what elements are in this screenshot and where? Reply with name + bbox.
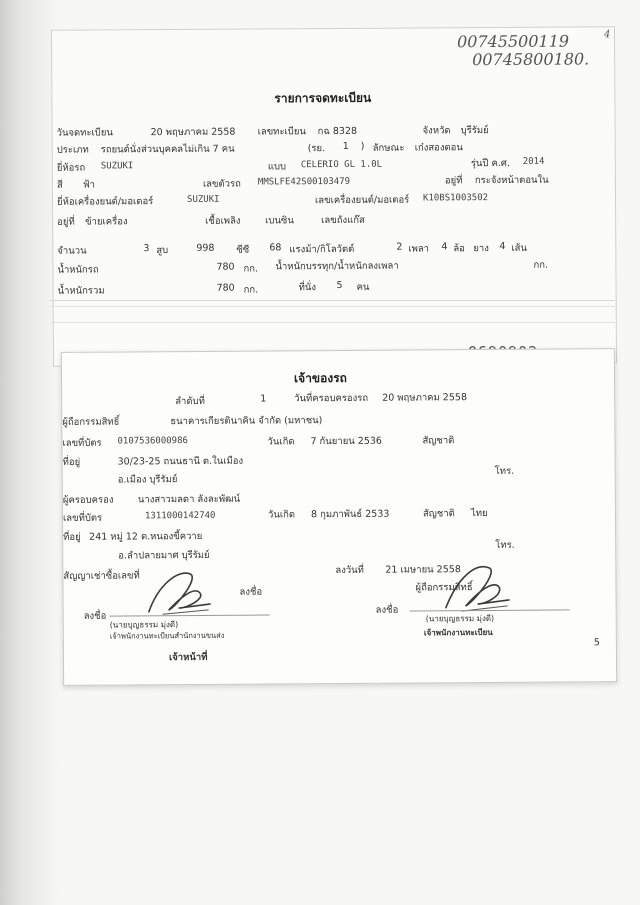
holder-birth-value: 7 กันยายน 2536 — [310, 435, 382, 448]
lease-date-label: ลงวันที่ — [335, 564, 364, 577]
axle-label: เพลา — [408, 243, 430, 255]
type-label: ประเภท — [56, 144, 89, 156]
reg-no-label: เลขทะเบียน — [257, 126, 306, 138]
holder-nation-label: สัญชาติ — [422, 435, 455, 447]
signature-officer — [138, 564, 218, 623]
rs-close: ) — [360, 140, 365, 152]
engine-loc-label: อยู่ที่ — [57, 216, 75, 228]
engine-no-label: เลขเครื่องยนต์/มอเตอร์ — [314, 194, 410, 207]
holder-id-label: เลขที่บัตร — [62, 437, 102, 449]
registration-sheet — [51, 26, 617, 366]
seat-value: 5 — [336, 279, 343, 291]
holder-birth-label: วันเกิด — [267, 436, 295, 448]
tire-label: ยาง — [473, 243, 489, 255]
reg-no-value: กฉ 8328 — [317, 125, 358, 138]
registration-title: รายการจดทะเบียน — [274, 90, 372, 106]
poss-birth-value: 8 กุมภาพันธ์ 2533 — [310, 508, 390, 521]
poss-id-value: 1311000142740 — [144, 510, 216, 522]
poss-birth-label: วันเกิด — [267, 509, 296, 521]
handwritten-mark: 4 — [603, 29, 611, 41]
poss-id-label: เลขที่บัตร — [62, 512, 103, 524]
official-name: (นายบุญธรรม มุ่งดี) — [109, 620, 179, 630]
weight-label: น้ำหนักรถ — [57, 264, 99, 276]
poss-addr-line1: 241 หมู่ 12 ต.หนองขี้ควาย — [89, 530, 203, 543]
hp-value: 68 — [269, 242, 282, 254]
load-label: น้ำหนักบรรทุก/น้ำหนักลงเพลา — [275, 260, 399, 273]
location-value: กระจังหน้าตอนใน — [474, 174, 549, 187]
handwritten-serial-2: 00745800180. — [472, 49, 590, 70]
holder-id-value: 0107536000986 — [117, 436, 188, 447]
load-unit: กก. — [533, 259, 548, 271]
poss-addr-line2: อ.ลำปลายมาศ บุรีรัมย์ — [118, 549, 210, 562]
engine-no-value: K10BS1003502 — [422, 193, 489, 204]
color-label: สี — [56, 179, 63, 191]
poss-nation-label: สัญชาติ — [422, 508, 455, 520]
cyl-label: สูบ — [156, 245, 169, 257]
owner-sheet — [61, 348, 617, 686]
sign-label-2: ลงชื่อ — [83, 610, 107, 622]
color-value: ฟ้า — [82, 179, 96, 191]
engine-brand-value: SUZUKI — [186, 194, 220, 205]
gross-unit: กก. — [243, 284, 259, 296]
axle-value: 2 — [396, 241, 403, 253]
holder-value: ธนาคารเกียรตินาคิน จำกัด (มหาชน) — [170, 415, 323, 428]
lease-date-value: 21 เมษายน 2558 — [385, 564, 461, 576]
body-label: ลักษณะ — [372, 142, 405, 154]
scan-artifact-line — [50, 300, 615, 301]
cc-label: ซีซี — [236, 244, 250, 256]
lease-label: สัญญาเช่าซื้อเลขที่ — [63, 570, 140, 582]
brand-label: ยี่ห้อรถ — [56, 162, 86, 174]
holder-addr-label: ที่อยู่ — [62, 456, 81, 468]
handwritten-serial-1: 00745500119 — [456, 31, 570, 52]
body-value: เก๋งสองตอน — [414, 142, 463, 154]
officer-label: เจ้าหน้าที่ — [168, 651, 208, 664]
scan-artifact-line — [50, 322, 615, 323]
weight-value: 780 — [216, 261, 235, 273]
registrar-title: เจ้าพนักงานทะเบียน — [423, 627, 493, 638]
rs-label: (รย. — [307, 143, 326, 155]
signer1-role: ผู้ถือกรรมสิทธิ์ — [415, 582, 473, 594]
model-label: แบบ — [267, 161, 287, 173]
poss-addr-label: ที่อยู่ — [63, 531, 81, 543]
reg-date-label: วันจดทะเบียน — [56, 127, 113, 139]
rs-value: 1 — [342, 140, 349, 152]
year-label: รุ่นปี ค.ศ. — [470, 157, 510, 170]
wheel-label: ล้อ — [453, 243, 465, 255]
tire-value: 4 — [499, 240, 506, 252]
phone-label: โทร. — [494, 465, 515, 477]
weight-unit: กก. — [243, 263, 259, 275]
possess-date-label: วันที่ครอบครองรถ — [294, 392, 369, 405]
holder-addr-line2: อ.เมือง บุรีรัมย์ — [117, 474, 178, 486]
engine-loc-value: ข้ายเครื่อง — [85, 216, 128, 228]
possessor-value: นางสาวมลดา ลังละพัฒน์ — [137, 493, 241, 506]
sign-label-3: ลงชื่อ — [375, 604, 399, 616]
poss-nation-value: ไทย — [470, 507, 488, 520]
gross-value: 780 — [216, 282, 235, 294]
province-value: บุรีรัมย์ — [460, 125, 489, 137]
fuel-label: เชื้อเพลิง — [205, 215, 241, 227]
registrar-name: (นายบุญธรรม มุ่งดี) — [425, 613, 495, 624]
engine-brand-label: ยี่ห้อเครื่องยนต์/มอเตอร์ — [56, 196, 154, 208]
location-label: อยู่ที่ — [444, 175, 463, 187]
gas-tank-label: เลขถังแก๊ส — [321, 214, 365, 227]
sign-label-1: ลงชื่อ — [239, 586, 263, 598]
qty-label: จำนวน — [57, 245, 87, 257]
owner-title: เจ้าของรถ — [293, 370, 347, 386]
cc-value: 998 — [196, 242, 215, 254]
possessor-label: ผู้ครอบครอง — [62, 494, 114, 506]
chassis-label: เลขตัวรถ — [202, 178, 241, 190]
holder-label: ผู้ถือกรรมสิทธิ์ — [62, 416, 120, 428]
hp-label: แรงม้า/กิโลวัตต์ — [289, 243, 355, 256]
page-number: 5 — [593, 637, 600, 649]
province-label: จังหวัด — [422, 125, 451, 137]
qty-value: 3 — [143, 243, 150, 255]
model-value: CELERIO GL 1.0L — [300, 159, 383, 171]
fuel-value: เบนซิน — [265, 215, 294, 227]
order-value: 1 — [260, 393, 267, 405]
seat-label: ที่นั่ง — [298, 282, 316, 294]
wheel-value: 4 — [441, 241, 448, 253]
type-value: รถยนต์นั่งส่วนบุคคลไม่เกิน 7 คน — [100, 143, 235, 156]
holder-addr-line1: 30/23-25 ถนนธานี ต.ในเมือง — [117, 455, 244, 468]
gross-label: น้ำหนักรวม — [57, 285, 105, 297]
order-label: ลำดับที่ — [175, 395, 205, 408]
brand-value: SUZUKI — [100, 161, 134, 172]
chassis-value: MMSLFE42S00103479 — [257, 176, 351, 188]
reg-date-value: 20 พฤษภาคม 2558 — [150, 126, 236, 139]
official-title: เจ้าพนักงานทะเบียนสำนักงานขนส่ง — [109, 630, 225, 641]
phone2-label: โทร. — [495, 539, 515, 551]
tire-unit: เส้น — [511, 242, 527, 254]
possess-date-value: 20 พฤษภาคม 2558 — [382, 392, 468, 404]
year-value: 2014 — [522, 156, 545, 167]
seat-unit: คน — [356, 281, 370, 293]
scan-artifact-line — [50, 306, 615, 307]
